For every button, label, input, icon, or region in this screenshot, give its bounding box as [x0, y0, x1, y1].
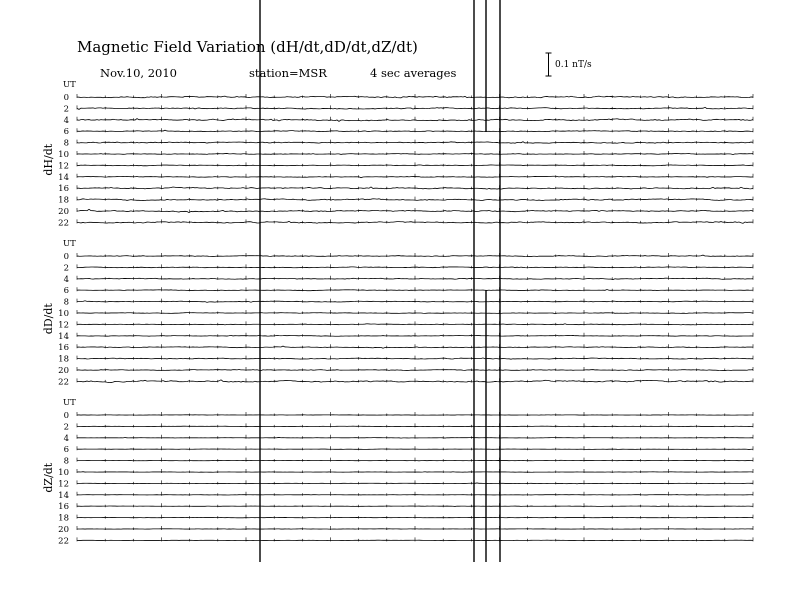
row-tick-marks [77, 344, 753, 348]
row-hour-label: 22 [58, 218, 69, 229]
ut-axis-label: UT [63, 398, 76, 408]
date-label: Nov.10, 2010 [100, 66, 177, 80]
series-trace [77, 449, 753, 450]
row-hour-label: 12 [58, 161, 69, 172]
row-tick-marks [77, 299, 753, 303]
row-hour-label: 20 [58, 207, 69, 217]
row-hour-label: 14 [58, 331, 69, 342]
series-trace [77, 335, 753, 336]
row-tick-marks [77, 94, 753, 98]
scale-bar-label: 0.1 nT/s [555, 60, 592, 70]
row-tick-marks [77, 526, 753, 530]
row-hour-label: 12 [58, 479, 69, 490]
series-trace [77, 472, 753, 473]
series-trace [77, 460, 753, 461]
panel-label: dZ/dt [42, 462, 55, 493]
row-hour-label: 4 [63, 274, 69, 285]
series-trace [77, 437, 753, 438]
row-hour-label: 20 [58, 525, 69, 535]
row-hour-label: 14 [58, 490, 69, 501]
row-hour-label: 6 [63, 286, 69, 297]
row-tick-marks [77, 264, 753, 268]
row-hour-label: 8 [63, 297, 69, 308]
row-hour-label: 0 [63, 411, 69, 421]
ut-axis-label: UT [63, 239, 76, 249]
panel-label: dD/dt [42, 303, 55, 335]
row-tick-marks [77, 333, 753, 337]
row-hour-label: 4 [63, 115, 69, 126]
row-hour-label: 20 [58, 366, 69, 376]
row-hour-label: 22 [58, 377, 69, 388]
row-hour-label: 0 [63, 93, 69, 103]
row-hour-label: 6 [63, 127, 69, 138]
scale-bar [546, 53, 552, 76]
row-tick-marks [77, 208, 753, 212]
row-hour-label: 14 [58, 172, 69, 183]
row-hour-label: 16 [58, 184, 69, 195]
row-hour-label: 2 [63, 104, 69, 115]
row-hour-label: 10 [58, 309, 69, 319]
ut-axis-label: UT [63, 80, 76, 90]
station-label: station=MSR [249, 66, 327, 80]
row-hour-label: 16 [58, 502, 69, 513]
row-hour-label: 22 [58, 536, 69, 547]
row-hour-label: 18 [58, 354, 69, 365]
row-hour-label: 8 [63, 138, 69, 149]
row-hour-label: 6 [63, 445, 69, 456]
row-hour-label: 10 [58, 468, 69, 478]
row-hour-label: 4 [63, 433, 69, 444]
row-hour-label: 12 [58, 320, 69, 331]
chart-title: Magnetic Field Variation (dH/dt,dD/dt,dZ/dt) [77, 38, 418, 56]
panel-label: dH/dt [42, 143, 55, 176]
averaging-label: 4 sec averages [370, 66, 457, 80]
row-hour-label: 0 [63, 252, 69, 262]
row-hour-label: 18 [58, 195, 69, 206]
row-hour-label: 2 [63, 263, 69, 274]
row-hour-label: 2 [63, 422, 69, 433]
row-hour-label: 8 [63, 456, 69, 467]
series-trace [77, 165, 753, 166]
row-hour-label: 18 [58, 513, 69, 524]
row-hour-label: 16 [58, 343, 69, 354]
row-tick-marks [77, 423, 753, 427]
row-hour-label: 10 [58, 150, 69, 160]
